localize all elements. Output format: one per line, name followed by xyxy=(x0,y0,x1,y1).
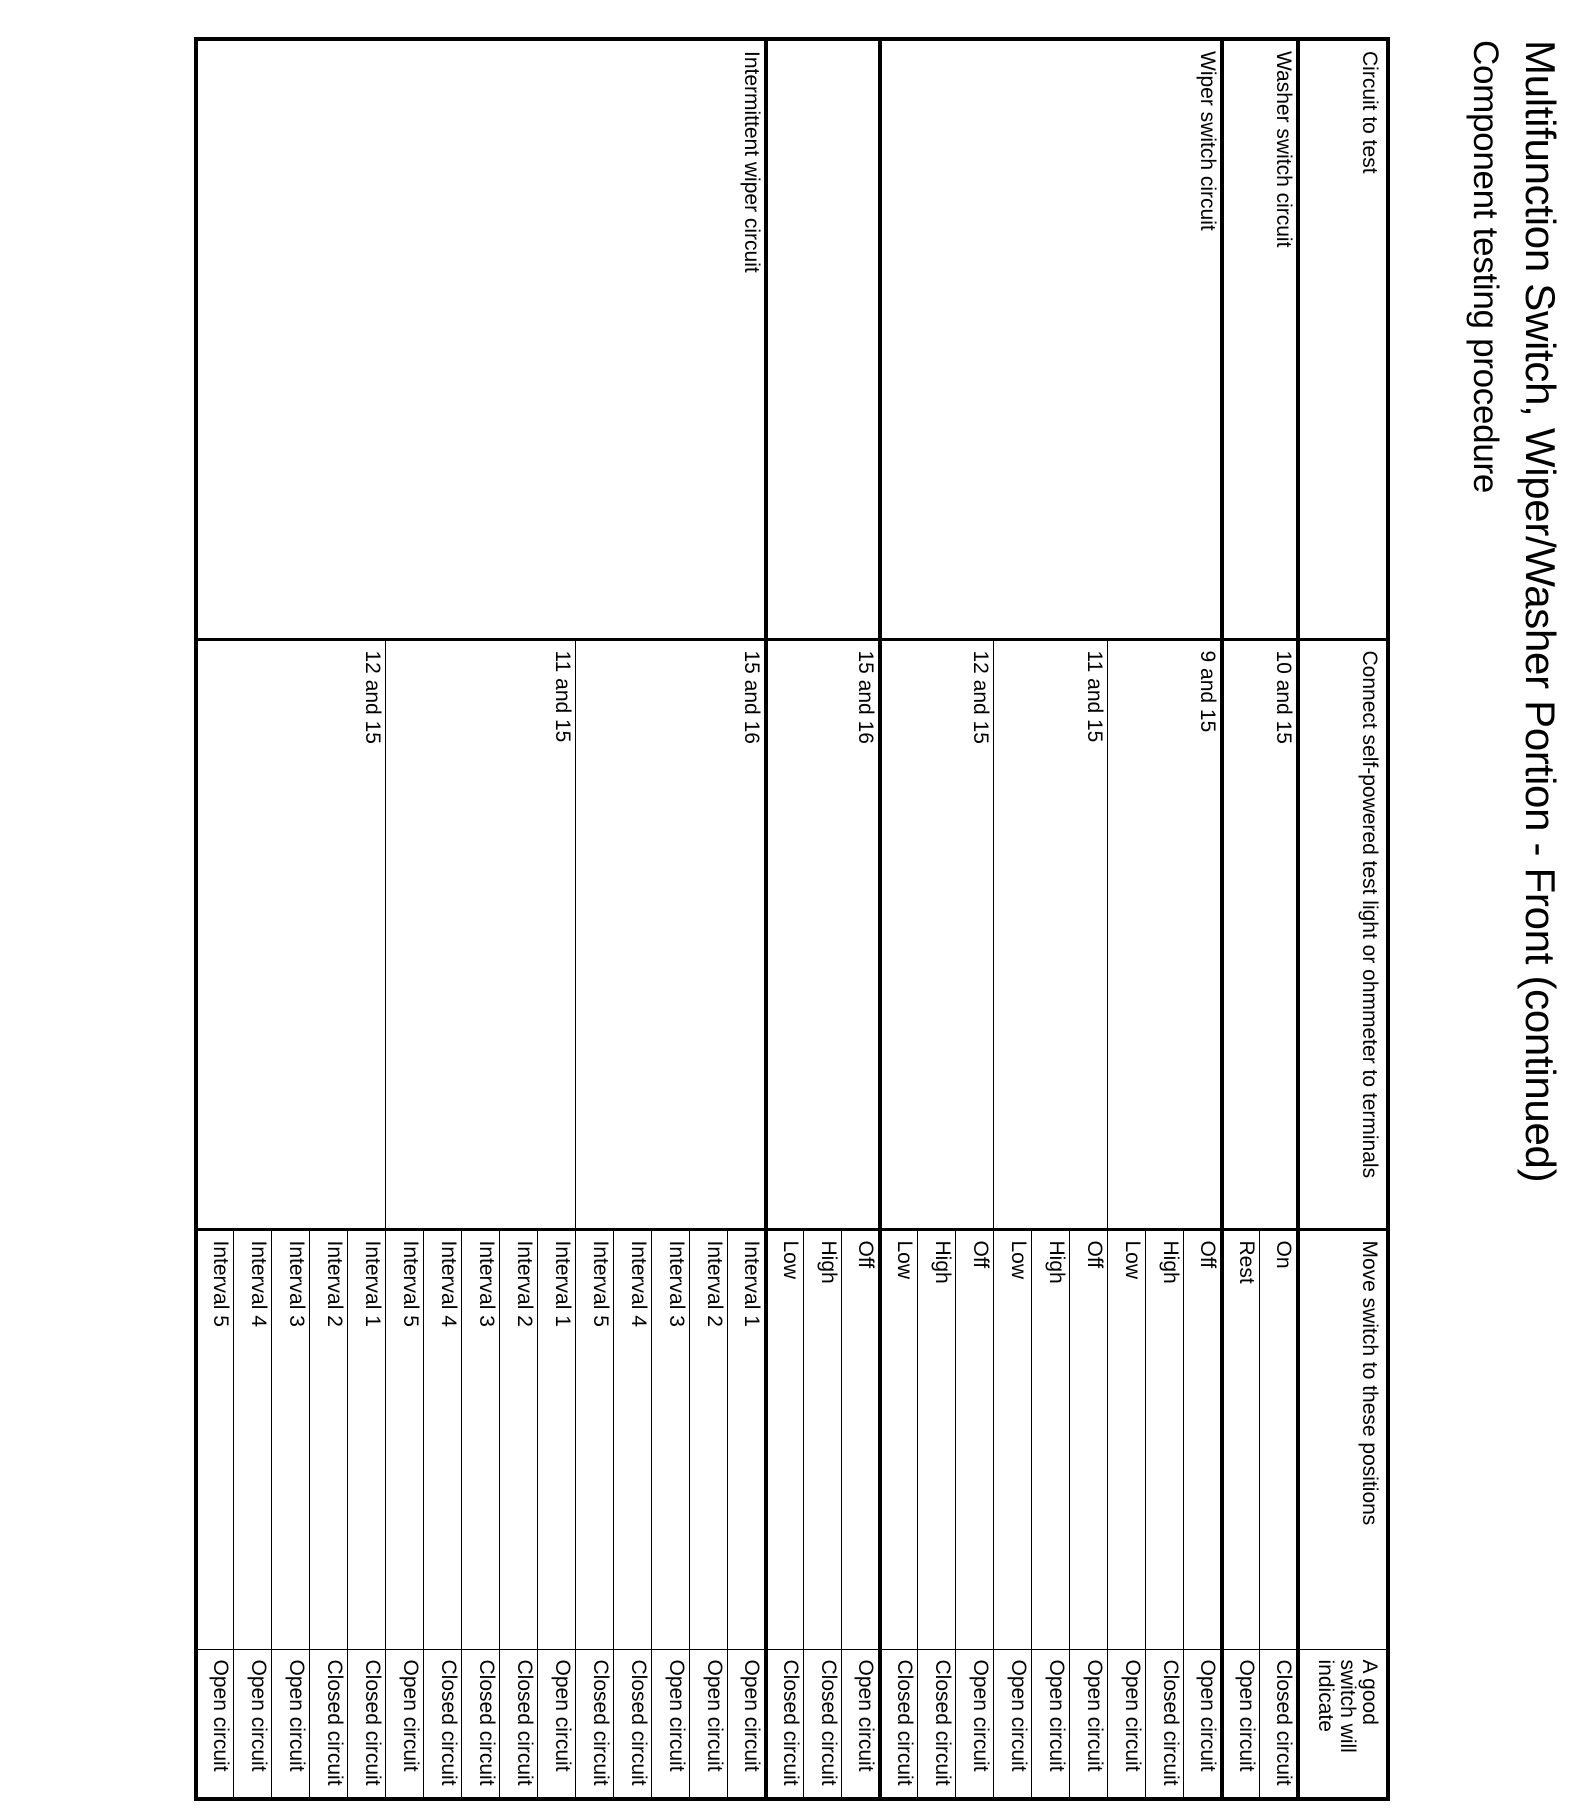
terminals-cell: 15 and 16 xyxy=(576,639,766,1229)
terminals-cell: 12 and 15 xyxy=(196,639,386,1229)
result-cell: Open circuit xyxy=(1032,1649,1070,1799)
header-terminals: Connect self-powered test light or ohmmeter to terminals xyxy=(1298,639,1388,1229)
switch-position-cell: High xyxy=(1032,1229,1070,1649)
switch-position-cell: Interval 3 xyxy=(652,1229,690,1649)
header-good-switch-indication: A good switch will indicate xyxy=(1298,1649,1388,1799)
result-cell: Open circuit xyxy=(234,1649,272,1799)
terminals-cell: 12 and 15 xyxy=(880,639,994,1229)
page-title: Multifunction Switch, Wiper/Washer Portion - Front (continued) xyxy=(1517,40,1564,1183)
switch-position-cell: Off xyxy=(1070,1229,1108,1649)
switch-position-cell: Low xyxy=(994,1229,1032,1649)
switch-position-cell: Interval 5 xyxy=(196,1229,234,1649)
switch-position-cell: Interval 1 xyxy=(348,1229,386,1649)
header-circuit-to-test: Circuit to test xyxy=(1298,39,1388,639)
result-cell: Closed circuit xyxy=(1146,1649,1184,1799)
table-row xyxy=(1260,39,1298,1799)
switch-position-cell: Interval 2 xyxy=(310,1229,348,1649)
circuit-cell: Washer switch circuit xyxy=(1222,39,1298,639)
switch-position-cell: Interval 1 xyxy=(728,1229,766,1649)
switch-position-cell: Interval 3 xyxy=(462,1229,500,1649)
component-testing-table xyxy=(194,37,1390,1801)
table-row xyxy=(842,39,880,1799)
switch-position-cell: Interval 2 xyxy=(500,1229,538,1649)
result-cell: Closed circuit xyxy=(310,1649,348,1799)
result-cell: Open circuit xyxy=(690,1649,728,1799)
table-body xyxy=(196,39,1298,1799)
result-cell: Open circuit xyxy=(842,1649,880,1799)
result-cell: Open circuit xyxy=(196,1649,234,1799)
table-row xyxy=(728,39,766,1799)
switch-position-cell: Interval 4 xyxy=(614,1229,652,1649)
result-cell: Open circuit xyxy=(1184,1649,1222,1799)
table-header-row xyxy=(1298,39,1388,1799)
result-cell: Closed circuit xyxy=(500,1649,538,1799)
result-cell: Closed circuit xyxy=(462,1649,500,1799)
terminals-cell: 15 and 16 xyxy=(766,639,880,1229)
switch-position-cell: Rest xyxy=(1222,1229,1260,1649)
circuit-cell xyxy=(766,39,880,639)
switch-position-cell: Low xyxy=(1108,1229,1146,1649)
result-cell: Open circuit xyxy=(1108,1649,1146,1799)
result-cell: Closed circuit xyxy=(1260,1649,1298,1799)
circuit-cell: Intermittent wiper circuit xyxy=(196,39,766,639)
switch-position-cell: Interval 1 xyxy=(538,1229,576,1649)
result-cell: Open circuit xyxy=(652,1649,690,1799)
terminals-cell: 9 and 15 xyxy=(1108,639,1222,1229)
switch-position-cell: Interval 4 xyxy=(424,1229,462,1649)
circuit-cell: Wiper switch circuit xyxy=(880,39,1222,639)
switch-position-cell: Off xyxy=(1184,1229,1222,1649)
table-row xyxy=(1184,39,1222,1799)
terminals-cell: 11 and 15 xyxy=(994,639,1108,1229)
switch-position-cell: Interval 2 xyxy=(690,1229,728,1649)
switch-position-cell: High xyxy=(1146,1229,1184,1649)
switch-position-cell: High xyxy=(804,1229,842,1649)
switch-position-cell: Interval 4 xyxy=(234,1229,272,1649)
result-cell: Open circuit xyxy=(538,1649,576,1799)
result-cell: Open circuit xyxy=(728,1649,766,1799)
header-switch-positions: Move switch to these positions xyxy=(1298,1229,1388,1649)
result-cell: Open circuit xyxy=(386,1649,424,1799)
terminals-cell: 10 and 15 xyxy=(1222,639,1298,1229)
switch-position-cell: Off xyxy=(956,1229,994,1649)
switch-position-cell: On xyxy=(1260,1229,1298,1649)
switch-position-cell: Interval 5 xyxy=(386,1229,424,1649)
result-cell: Closed circuit xyxy=(614,1649,652,1799)
result-cell: Closed circuit xyxy=(348,1649,386,1799)
result-cell: Closed circuit xyxy=(424,1649,462,1799)
switch-position-cell: Low xyxy=(880,1229,918,1649)
switch-position-cell: Low xyxy=(766,1229,804,1649)
terminals-cell: 11 and 15 xyxy=(386,639,576,1229)
result-cell: Open circuit xyxy=(272,1649,310,1799)
result-cell: Closed circuit xyxy=(918,1649,956,1799)
result-cell: Open circuit xyxy=(1222,1649,1260,1799)
switch-position-cell: Interval 5 xyxy=(576,1229,614,1649)
switch-position-cell: Off xyxy=(842,1229,880,1649)
switch-position-cell: High xyxy=(918,1229,956,1649)
result-cell: Closed circuit xyxy=(766,1649,804,1799)
result-cell: Open circuit xyxy=(1070,1649,1108,1799)
result-cell: Closed circuit xyxy=(880,1649,918,1799)
result-cell: Open circuit xyxy=(994,1649,1032,1799)
result-cell: Open circuit xyxy=(956,1649,994,1799)
result-cell: Closed circuit xyxy=(576,1649,614,1799)
page-subtitle: Component testing procedure xyxy=(1466,40,1505,494)
switch-position-cell: Interval 3 xyxy=(272,1229,310,1649)
result-cell: Closed circuit xyxy=(804,1649,842,1799)
